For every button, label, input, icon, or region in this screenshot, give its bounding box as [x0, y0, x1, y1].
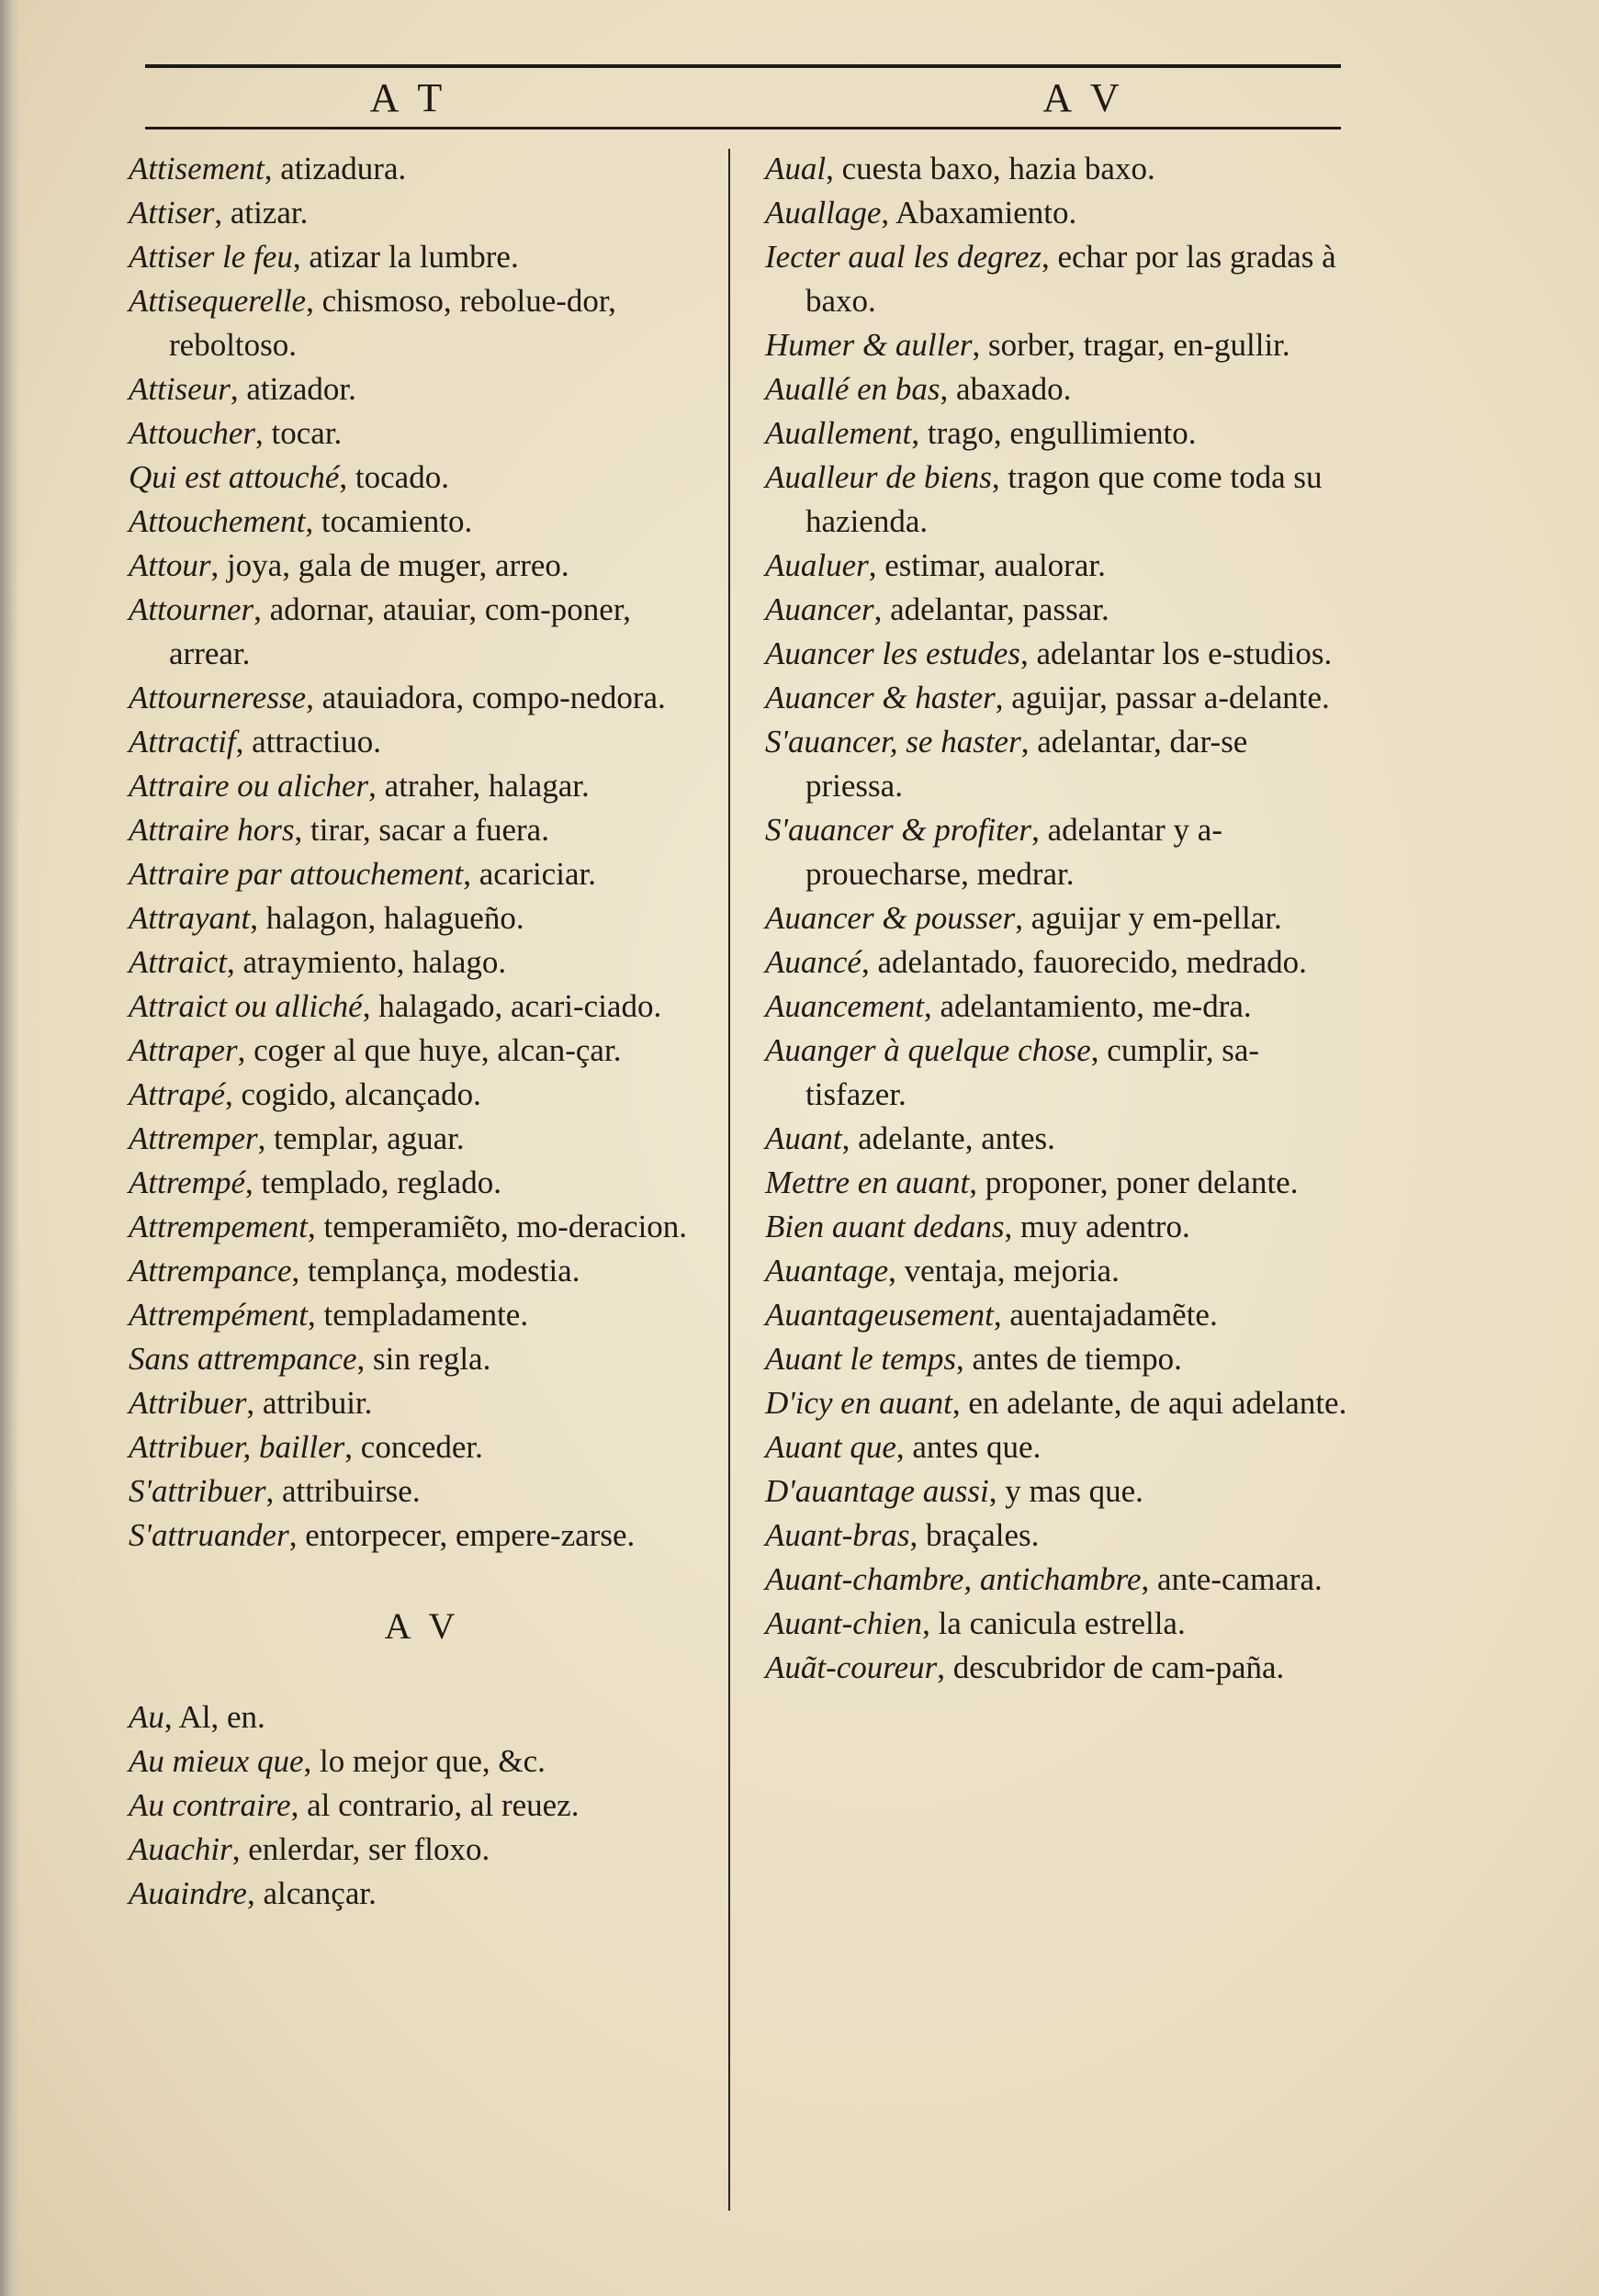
dictionary-entry: Attraire par attouchement, acariciar. — [129, 856, 596, 892]
dictionary-entry: Auant-chien, la canicula estrella. — [765, 1605, 1186, 1641]
dictionary-entry: Auanger à quelque chose, cumplir, sa-tisfazer. — [765, 1032, 1260, 1112]
entry-headword: Attribuer — [129, 1385, 247, 1421]
entry-headword: Auancer les estudes — [765, 636, 1020, 671]
entry-headword: Attraire ou alicher — [129, 768, 369, 804]
entry-gloss: adelantar, dar-se priessa. — [805, 724, 1248, 804]
dictionary-entry: Auancer & pousser, aguijar y em-pellar. — [765, 900, 1282, 936]
entry-gloss: alcançar. — [263, 1875, 377, 1911]
dictionary-entry: Attisement, atizadura. — [129, 151, 407, 186]
entry-gloss: adelantar, passar. — [890, 591, 1109, 627]
entry-headword: Auant-chien — [765, 1605, 923, 1641]
entry-headword: Attraict — [129, 944, 227, 980]
entry-headword: Attouchement — [129, 503, 306, 539]
dictionary-entry: Attiser le feu, atizar la lumbre. — [129, 239, 519, 275]
entry-gloss: en adelante, de aqui adelante. — [968, 1385, 1347, 1421]
entry-gloss: estimar, aualorar. — [884, 547, 1106, 583]
entry-headword: Au contraire — [129, 1787, 291, 1823]
entry-headword: Auant le temps — [765, 1341, 957, 1377]
entry-headword: Attribuer, bailler — [129, 1429, 345, 1465]
entry-headword: Attisequerelle — [129, 283, 307, 319]
dictionary-entry: Attrayant, halagon, halagueño. — [129, 900, 524, 936]
entry-gloss: ante-camara. — [1157, 1561, 1323, 1597]
entry-gloss: cumplir, sa-tisfazer. — [805, 1032, 1260, 1112]
entry-headword: Attiser le feu — [129, 239, 293, 275]
entry-gloss: y mas que. — [1005, 1473, 1143, 1509]
entry-headword: Auancer — [765, 591, 874, 627]
dictionary-entry: Attour, joya, gala de muger, arreo. — [129, 547, 569, 583]
entry-headword: Auallage — [765, 195, 882, 231]
entry-gloss: conceder. — [360, 1429, 483, 1465]
dictionary-entry: Auant-chambre, antichambre, ante-camara. — [765, 1561, 1323, 1597]
left-entries-after — [129, 1695, 716, 1916]
dictionary-entry: Auant, adelante, antes. — [765, 1120, 1055, 1156]
entry-headword: Mettre en auant — [765, 1165, 970, 1200]
entry-gloss: entorpecer, empere-zarse. — [305, 1517, 636, 1553]
dictionary-entry: Auallé en bas, abaxado. — [765, 371, 1072, 407]
entry-headword: Attractif — [129, 724, 236, 760]
entry-headword: Attraire par attouchement — [129, 856, 464, 892]
entry-headword: Attoucher — [129, 415, 256, 451]
entry-headword: S'auancer, se haster — [765, 724, 1021, 760]
dictionary-entry: Attribuer, bailler, conceder. — [129, 1429, 483, 1465]
dictionary-entry: Attraict ou alliché, halagado, acari-ciado. — [129, 988, 662, 1024]
dictionary-entry: Auancé, adelantado, fauorecido, medrado. — [765, 944, 1307, 980]
dictionary-entry: D'auantage aussi, y mas que. — [765, 1473, 1143, 1509]
dictionary-entry: Attraire hors, tirar, sacar a fuera. — [129, 812, 549, 848]
entry-gloss: attractiuo. — [252, 724, 382, 760]
entry-gloss: tocado. — [355, 459, 449, 495]
entry-gloss: tragon que come toda su hazienda. — [805, 459, 1323, 539]
entry-headword: Attraire hors — [129, 812, 295, 848]
dictionary-entry: Attourner, adornar, atauiar, com-poner, arrear. — [129, 591, 631, 671]
binding-shadow — [0, 0, 20, 2296]
dictionary-entry: Au contraire, al contrario, al reuez. — [129, 1787, 580, 1823]
entry-gloss: al contrario, al reuez. — [307, 1787, 580, 1823]
entry-gloss: braçales. — [926, 1517, 1040, 1553]
entry-gloss: adelantado, fauorecido, medrado. — [877, 944, 1307, 980]
entry-headword: Auanger à quelque chose — [765, 1032, 1091, 1068]
right-entries — [765, 147, 1353, 1690]
entry-headword: Attourner — [129, 591, 254, 627]
entry-headword: Auantageusement — [765, 1297, 994, 1333]
entry-gloss: templado, reglado. — [261, 1165, 501, 1200]
entry-headword: Auant — [765, 1120, 842, 1156]
entry-headword: Auãt-coureur — [765, 1649, 938, 1685]
entry-headword: Sans attrempance — [129, 1341, 357, 1377]
dictionary-entry: Attraper, coger al que huye, alcan-çar. — [129, 1032, 622, 1068]
entry-headword: Au — [129, 1699, 164, 1735]
dictionary-entry: Auaindre, alcançar. — [129, 1875, 377, 1911]
entry-gloss: antes que. — [912, 1429, 1042, 1465]
entry-gloss: adelante, antes. — [858, 1120, 1055, 1156]
entry-gloss: proponer, poner delante. — [985, 1165, 1299, 1200]
dictionary-entry: Attrapé, cogido, alcançado. — [129, 1076, 481, 1112]
entry-headword: Auancer & pousser — [765, 900, 1016, 936]
entry-gloss: chismoso, rebolue-dor, reboltoso. — [169, 283, 616, 363]
dictionary-entry: S'attruander, entorpecer, empere-zarse. — [129, 1517, 636, 1553]
running-head-left: A T — [369, 75, 448, 120]
entry-headword: Au mieux que — [129, 1743, 304, 1779]
entry-gloss: atraymiento, halago. — [242, 944, 507, 980]
entry-gloss: tirar, sacar a fuera. — [310, 812, 549, 848]
running-head-right: A V — [1042, 75, 1125, 120]
entry-gloss: adelantar los e-studios. — [1036, 636, 1333, 671]
dictionary-entry: Iecter aual les degrez, echar por las gradas à baxo. — [765, 239, 1336, 319]
entry-gloss: tocamiento. — [321, 503, 473, 539]
entry-headword: Attrempance — [129, 1253, 292, 1289]
entry-gloss: Al, en. — [178, 1699, 265, 1735]
dictionary-entry: Aualuer, estimar, aualorar. — [765, 547, 1106, 583]
entry-headword: Auancer & haster — [765, 680, 996, 715]
entry-headword: Auachir — [129, 1831, 232, 1867]
entry-headword: S'attribuer — [129, 1473, 266, 1509]
dictionary-entry: Auãt-coureur, descubridor de cam-paña. — [765, 1649, 1285, 1685]
dictionary-entry: Attiser, atizar. — [129, 195, 309, 231]
entry-gloss: attribuirse. — [281, 1473, 421, 1509]
entry-headword: Auant-bras — [765, 1517, 910, 1553]
entry-gloss: halagon, halagueño. — [265, 900, 524, 936]
dictionary-entry: Attoucher, tocar. — [129, 415, 343, 451]
entry-headword: Aualuer — [765, 547, 869, 583]
dictionary-entry: S'auancer, se haster, adelantar, dar-se priessa. — [765, 724, 1248, 804]
entry-gloss: templar, aguar. — [274, 1120, 465, 1156]
dictionary-entry: Attrempance, templança, modestia. — [129, 1253, 580, 1289]
section-heading: A V — [384, 1605, 461, 1647]
entry-gloss: halagado, acari-ciado. — [378, 988, 662, 1024]
entry-gloss: atizar la lumbre. — [309, 239, 519, 275]
entry-headword: Auant que — [765, 1429, 896, 1465]
entry-headword: Attourneresse — [129, 680, 307, 715]
dictionary-entry: Sans attrempance, sin regla. — [129, 1341, 491, 1377]
entry-headword: Aual — [765, 151, 827, 186]
entry-headword: D'icy en auant — [765, 1385, 952, 1421]
dictionary-entry: Attrempement, temperamiẽto, mo-deracion. — [129, 1209, 688, 1244]
entry-headword: Attiseur — [129, 371, 231, 407]
dictionary-entry: Auant que, antes que. — [765, 1429, 1042, 1465]
left-entries-before — [129, 147, 716, 1558]
dictionary-entry: Aual, cuesta baxo, hazia baxo. — [765, 151, 1155, 186]
dictionary-entry: Aualleur de biens, tragon que come toda su hazienda. — [765, 459, 1323, 539]
entry-headword: Attrempément — [129, 1297, 309, 1333]
entry-headword: Aualleur de biens — [765, 459, 992, 495]
entry-headword: Attraict ou alliché — [129, 988, 363, 1024]
entry-gloss: acariciar. — [479, 856, 596, 892]
dictionary-entry: Auancer les estudes, adelantar los e-studios. — [765, 636, 1333, 671]
entry-gloss: echar por las gradas à baxo. — [805, 239, 1336, 319]
entry-gloss: templadamente. — [323, 1297, 529, 1333]
dictionary-entry: Auachir, enlerdar, ser floxo. — [129, 1831, 490, 1867]
dictionary-entry: Auantage, ventaja, mejoria. — [765, 1253, 1120, 1289]
entry-gloss: cuesta baxo, hazia baxo. — [841, 151, 1155, 186]
entry-gloss: joya, gala de muger, arreo. — [226, 547, 569, 583]
dictionary-entry: Attremper, templar, aguar. — [129, 1120, 465, 1156]
dictionary-entry: Auant-bras, braçales. — [765, 1517, 1040, 1553]
entry-gloss: atauiadora, compo-nedora. — [321, 680, 666, 715]
entry-gloss: enlerdar, ser floxo. — [248, 1831, 490, 1867]
entry-gloss: trago, engullimiento. — [927, 415, 1197, 451]
entry-headword: Attour — [129, 547, 211, 583]
entry-gloss: atizar. — [230, 195, 309, 231]
entry-gloss: tocar. — [271, 415, 343, 451]
entry-headword: Attrayant — [129, 900, 251, 936]
dictionary-entry: Auancer & haster, aguijar, passar a-delante. — [765, 680, 1330, 715]
dictionary-entry: Attraire ou alicher, atraher, halagar. — [129, 768, 590, 804]
entry-headword: Attraper — [129, 1032, 238, 1068]
dictionary-entry: Attribuer, attribuir. — [129, 1385, 373, 1421]
entry-gloss: lo mejor que, &c. — [319, 1743, 546, 1779]
dictionary-entry: Auallement, trago, engullimiento. — [765, 415, 1197, 451]
dictionary-entry: Mettre en auant, proponer, poner delante. — [765, 1165, 1299, 1200]
dictionary-entry: Humer & auller, sorber, tragar, en-gullir. — [765, 327, 1290, 363]
entry-headword: Attrempement — [129, 1209, 309, 1244]
entry-gloss: atizador. — [246, 371, 356, 407]
entry-gloss: auentajadamẽte. — [1009, 1297, 1218, 1333]
entry-headword: D'auantage aussi — [765, 1473, 989, 1509]
dictionary-entry: Auantageusement, auentajadamẽte. — [765, 1297, 1218, 1333]
dictionary-entry: Attraict, atraymiento, halago. — [129, 944, 507, 980]
entry-gloss: Abaxamiento. — [895, 195, 1077, 231]
dictionary-entry: Auant le temps, antes de tiempo. — [765, 1341, 1182, 1377]
entry-gloss: attribuir. — [262, 1385, 373, 1421]
entry-headword: Auallement — [765, 415, 912, 451]
entry-headword: S'auancer & profiter — [765, 812, 1032, 848]
dictionary-entry: Bien auant dedans, muy adentro. — [765, 1209, 1190, 1244]
entry-gloss: sorber, tragar, en-gullir. — [988, 327, 1290, 363]
entry-gloss: templança, modestia. — [308, 1253, 580, 1289]
entry-gloss: adelantamiento, me-dra. — [940, 988, 1252, 1024]
left-column — [129, 147, 716, 1916]
entry-headword: Humer & auller — [765, 327, 973, 363]
entry-gloss: la canicula estrella. — [938, 1605, 1186, 1641]
dictionary-entry: Qui est attouché, tocado. — [129, 459, 449, 495]
entry-headword: S'attruander — [129, 1517, 289, 1553]
entry-headword: Bien auant dedans — [765, 1209, 1005, 1244]
dictionary-entry: Attouchement, tocamiento. — [129, 503, 473, 539]
entry-gloss: atizadura. — [280, 151, 407, 186]
entry-gloss: muy adentro. — [1020, 1209, 1190, 1244]
entry-headword: Attremper — [129, 1120, 258, 1156]
entry-headword: Auallé en bas — [765, 371, 940, 407]
entry-gloss: cogido, alcançado. — [241, 1076, 481, 1112]
dictionary-entry: Au mieux que, lo mejor que, &c. — [129, 1743, 546, 1779]
dictionary-entry: Auancement, adelantamiento, me-dra. — [765, 988, 1252, 1024]
entry-headword: Auancé — [765, 944, 861, 980]
header-rule-top — [145, 64, 1341, 68]
entry-gloss: aguijar, passar a-delante. — [1011, 680, 1330, 715]
entry-headword: Auant-chambre, antichambre — [765, 1561, 1142, 1597]
entry-gloss: adornar, atauiar, com-poner, arrear. — [169, 591, 631, 671]
dictionary-entry: Attourneresse, atauiadora, compo-nedora. — [129, 680, 666, 715]
entry-gloss: sin regla. — [373, 1341, 491, 1377]
entry-headword: Attrapé — [129, 1076, 225, 1112]
dictionary-entry: Attractif, attractiuo. — [129, 724, 382, 760]
column-divider — [728, 149, 730, 2211]
entry-headword: Iecter aual les degrez — [765, 239, 1042, 275]
dictionary-entry: Attrempément, templadamente. — [129, 1297, 529, 1333]
dictionary-entry: S'attribuer, attribuirse. — [129, 1473, 421, 1509]
entry-gloss: atraher, halagar. — [384, 768, 590, 804]
dictionary-entry: Attiseur, atizador. — [129, 371, 356, 407]
entry-gloss: aguijar y em-pellar. — [1030, 900, 1282, 936]
dictionary-entry: D'icy en auant, en adelante, de aqui adelante. — [765, 1385, 1347, 1421]
dictionary-entry: Attisequerelle, chismoso, rebolue-dor, reboltoso. — [129, 283, 616, 363]
right-column — [765, 147, 1353, 1690]
entry-gloss: abaxado. — [956, 371, 1072, 407]
header-rule-bottom — [145, 127, 1341, 129]
dictionary-entry: Au, Al, en. — [129, 1699, 265, 1735]
dictionary-entry: S'auancer & profiter, adelantar y a-prouecharse, medrar. — [765, 812, 1222, 892]
entry-headword: Attisement — [129, 151, 265, 186]
entry-headword: Auantage — [765, 1253, 889, 1289]
entry-gloss: antes de tiempo. — [972, 1341, 1182, 1377]
entry-headword: Auaindre — [129, 1875, 247, 1911]
entry-headword: Attrempé — [129, 1165, 245, 1200]
entry-gloss: ventaja, mejoria. — [904, 1253, 1120, 1289]
entry-headword: Qui est attouché — [129, 459, 340, 495]
entry-headword: Attiser — [129, 195, 215, 231]
entry-headword: Auancement — [765, 988, 924, 1024]
dictionary-entry: Auancer, adelantar, passar. — [765, 591, 1109, 627]
entry-gloss: coger al que huye, alcan-çar. — [253, 1032, 622, 1068]
dictionary-entry: Auallage, Abaxamiento. — [765, 195, 1077, 231]
entry-gloss: temperamiẽto, mo-deracion. — [323, 1209, 688, 1244]
dictionary-entry: Attrempé, templado, reglado. — [129, 1165, 501, 1200]
entry-gloss: descubridor de cam-paña. — [952, 1649, 1285, 1685]
entry-gloss: adelantar y a-prouecharse, medrar. — [805, 812, 1222, 892]
